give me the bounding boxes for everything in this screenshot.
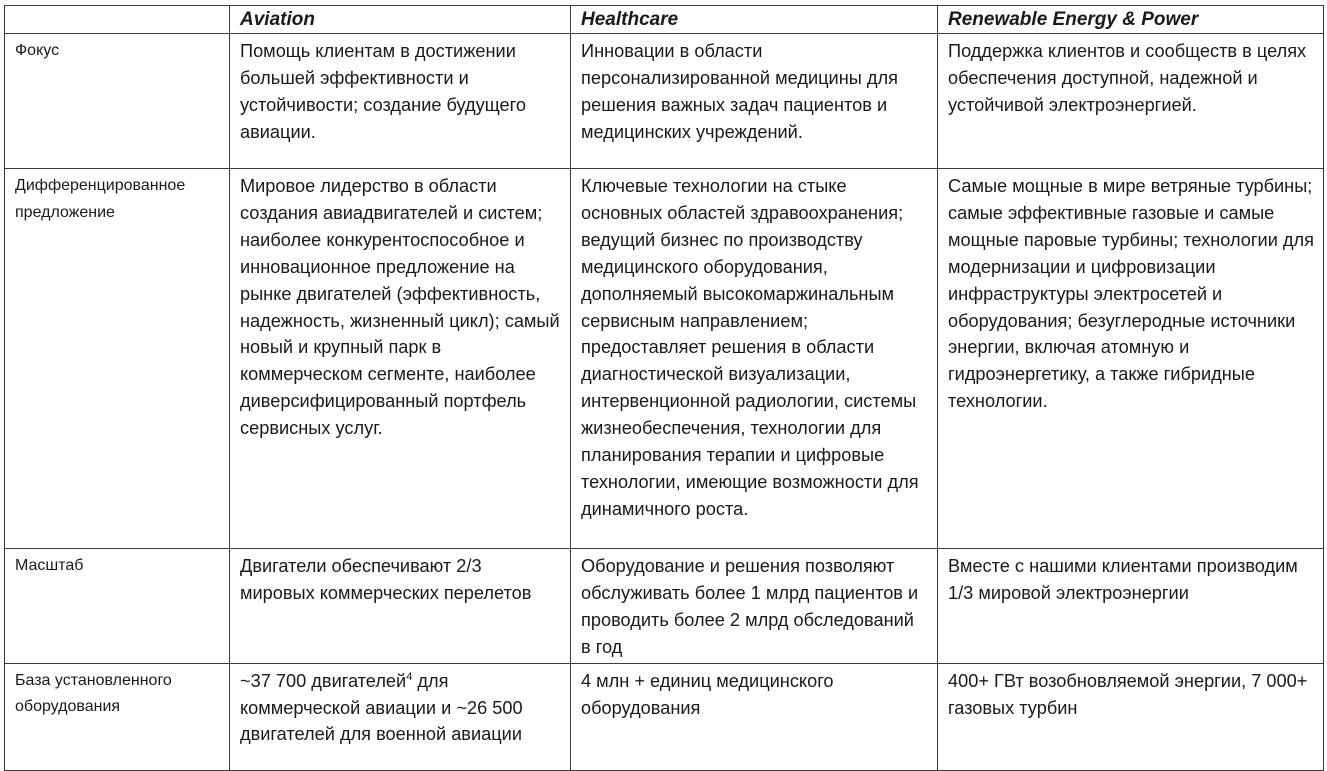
- header-aviation: Aviation: [230, 6, 571, 34]
- row-label-differentiated-offer: Дифференцированное предложение: [5, 169, 230, 549]
- installed-base-aviation-text: ~37 700 двигателей: [240, 670, 407, 691]
- row-label-installed-base: База установленного оборудования: [5, 663, 230, 770]
- header-renewable-energy-power: Renewable Energy & Power: [938, 6, 1324, 34]
- installed-base-aviation-text-cont: для коммерческой авиации и ~26 500 двигателей для военной авиации: [240, 670, 523, 745]
- offer-healthcare: Ключевые технологии на стыке основных областей здравоохранения; ведущий бизнес по производству медицинского оборудования, дополняемый высокомаржинальным сервисным направлением; предоставляет решения в области диагностической визуализации, интервенционной радиологии, системы жизнеобеспечения, технологии для планирования терапии и цифровые технологии, имеющие возможности для динамичного роста.: [571, 169, 938, 549]
- installed-base-healthcare: 4 млн + единиц медицинского оборудования: [571, 663, 938, 770]
- scale-healthcare: Оборудование и решения позволяют обслуживать более 1 млрд пациентов и проводить более 2 млрд обследований в год: [571, 549, 938, 664]
- offer-renewable-energy: Самые мощные в мире ветряные турбины; самые эффективные газовые и самые мощные паровые турбины; технологии для модернизации и цифровизации инфраструктуры электросетей и оборудования; безуглеродные источники энергии, включая атомную и гидроэнергетику, а также гибридные технологии.: [938, 169, 1324, 549]
- header-row: [5, 6, 1324, 34]
- focus-aviation: Помощь клиентам в достижении большей эффективности и устойчивости; создание будущего авиации.: [230, 34, 571, 169]
- row-focus: [5, 34, 1324, 169]
- row-installed-base: [5, 663, 1324, 770]
- focus-renewable-energy: Поддержка клиентов и сообществ в целях обеспечения доступной, надежной и устойчивой электроэнергией.: [938, 34, 1324, 169]
- offer-aviation: Мировое лидерство в области создания авиадвигателей и систем; наиболее конкурентоспособное и инновационное предложение на рынке двигателей (эффективность, надежность, жизненный цикл); самый новый и крупный парк в коммерческом сегменте, наиболее диверсифицированный портфель сервисных услуг.: [230, 169, 571, 549]
- scale-renewable-energy: Вместе с нашими клиентами производим 1/3 мировой электроэнергии: [938, 549, 1324, 664]
- header-empty-cell: [5, 6, 230, 34]
- row-differentiated-offer: [5, 169, 1324, 549]
- comparison-table: [4, 5, 1324, 771]
- page-corner-mark: ˛: [1322, 755, 1325, 764]
- header-healthcare: Healthcare: [571, 6, 938, 34]
- installed-base-renewable-energy: 400+ ГВт возобновляемой энергии, 7 000+ газовых турбин: [938, 663, 1324, 770]
- row-label-scale: Масштаб: [5, 549, 230, 664]
- installed-base-aviation: [230, 663, 571, 770]
- row-scale: [5, 549, 1324, 664]
- scale-aviation: Двигатели обеспечивают 2/3 мировых коммерческих перелетов: [230, 549, 571, 664]
- row-label-focus: Фокус: [5, 34, 230, 169]
- footnote-marker: 4: [406, 670, 413, 683]
- focus-healthcare: Инновации в области персонализированной медицины для решения важных задач пациентов и медицинских учреждений.: [571, 34, 938, 169]
